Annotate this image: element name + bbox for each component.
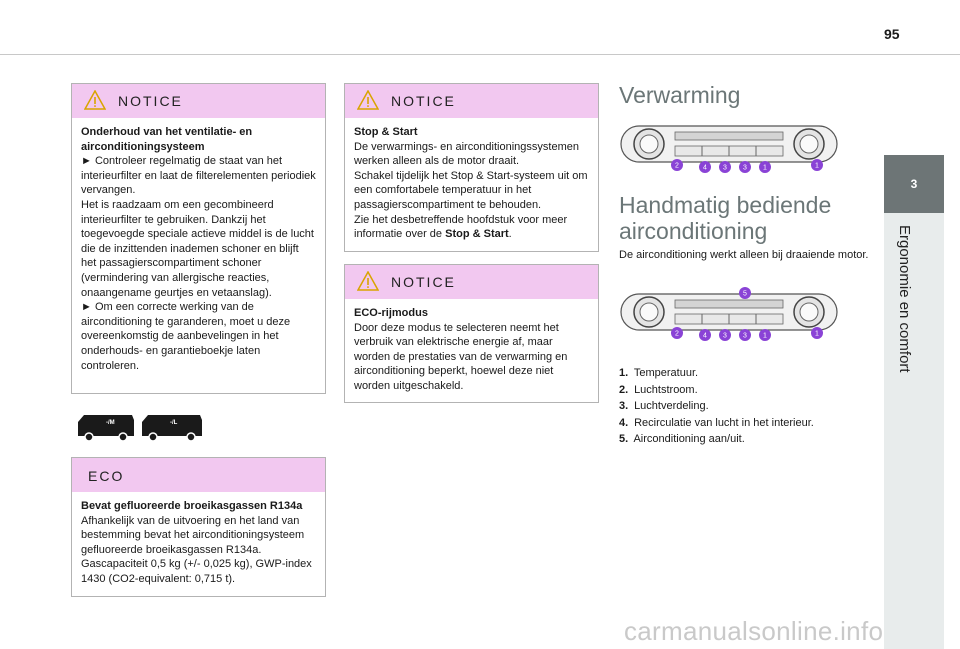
callout-marker: 4 (703, 164, 707, 172)
eco-label: ECO (88, 468, 125, 484)
van-badge: -/L (170, 420, 178, 426)
callout-marker: 3 (723, 332, 727, 340)
callout-marker: 1 (763, 332, 767, 340)
notice-title: ECO-rijmodus (354, 307, 428, 319)
ac-legend (619, 365, 869, 448)
ac-control-panel (619, 286, 839, 346)
legend-item: 2. Luchtstroom. (619, 383, 698, 396)
warning-icon (84, 90, 106, 110)
warning-icon (357, 90, 379, 110)
notice-label: NOTICE (391, 93, 456, 109)
chapter-title (896, 225, 916, 555)
notice-bullet: ► Om een correcte werking van de airconditioning te garanderen, moet u deze overeenkomstig de aanbevelingen in het onderhouds- en garantieboekje laten controleren. (81, 301, 291, 372)
van-long-icon (142, 415, 202, 441)
callout-marker: 1 (815, 330, 819, 338)
notice-label: NOTICE (118, 93, 183, 109)
eco-box (71, 457, 326, 597)
callout-marker: 3 (743, 332, 747, 340)
callout-marker: 1 (763, 164, 767, 172)
callout-marker: 1 (815, 162, 819, 170)
legend-item: 5. Airconditioning aan/uit. (619, 433, 745, 445)
ac-intro: De airconditioning werkt alleen bij draaiende motor. (619, 249, 869, 261)
notice-text: Het is raadzaam om een gecombineerd interieurfilter te gebruiken. Dankzij het toegevoegde speciale actieve middel is de lucht die de inzittenden inademen schoner en blijft het passagierscompartiment schoner (vermindering van allergische reacties, onaangename geurtjes en vetaanslag). (81, 198, 314, 299)
notice-label: NOTICE (391, 274, 456, 290)
eco-title: Bevat gefluoreerde broeikasgassen R134a (81, 500, 303, 512)
legend-item: 4. Recirculatie van lucht in het interieur. (619, 416, 814, 429)
watermark: carmanualsonline.info (624, 616, 884, 646)
legend-item: 3. Luchtverdeling. (619, 400, 709, 412)
notice-header (345, 265, 598, 299)
van-silhouettes (76, 412, 204, 442)
notice-bullet: ► Controleer regelmatig de staat van het interieurfilter en laat de filterelementen periodiek vervangen. (81, 155, 316, 197)
notice-title: Onderhoud van het ventilatie- en airconditioningsysteem (81, 126, 253, 153)
section-title-heating: Verwarming (619, 82, 741, 108)
page-number: 95 (884, 26, 900, 42)
chapter-title-text: Ergonomie en comfort (896, 225, 913, 373)
notice-text: De verwarmings- en airconditioningssystemen werken alleen als de motor draait. (354, 140, 579, 168)
notice-eco-mode (344, 264, 599, 403)
chapter-tab[interactable]: 3 (884, 155, 944, 213)
notice-header (72, 84, 325, 118)
warning-icon (357, 271, 379, 291)
callout-marker: 2 (675, 330, 679, 338)
notice-title: Stop & Start (354, 126, 418, 138)
header-divider (0, 54, 960, 55)
callout-marker: 5 (743, 290, 747, 298)
stop-start-ref: Stop & Start (445, 228, 509, 241)
notice-header (345, 84, 598, 118)
callout-marker: 3 (743, 164, 747, 172)
legend-item: 1. Temperatuur. (619, 367, 699, 379)
van-badge: -/M (106, 420, 115, 426)
notice-stop-start (344, 83, 599, 252)
eco-text: Afhankelijk van de uitvoering en het land van bestemming bevat het airconditioningsysteem gefluoreerde broeikasgassen R134a. Gascapaciteit 0,5 kg (+/- 0,025 kg), GWP-index 1430 (CO2-equivalent: 0,715 t). (81, 514, 312, 585)
heating-control-panel (619, 118, 839, 178)
notice-text: Zie het desbetreffende hoofdstuk voor meer informatie over de Stop & Start. (354, 213, 568, 241)
callout-marker: 2 (675, 162, 679, 170)
notice-text: Door deze modus te selecteren neemt het verbruik van elektrische energie af, maar worden de prestaties van de verwarming en airconditioning beperkt, hoewel deze niet worden uitgeschakeld. (354, 321, 568, 392)
notice-maintenance (71, 83, 326, 394)
callout-marker: 3 (723, 164, 727, 172)
van-medium-icon (78, 415, 134, 441)
notice-text: Schakel tijdelijk het Stop & Start-systeem uit om een comfortabele temperatuur in het passagierscompartiment te behouden. (354, 169, 588, 211)
callout-marker: 4 (703, 332, 707, 340)
section-title-ac: Handmatig bediende airconditioning (619, 192, 832, 244)
eco-header (72, 458, 325, 492)
